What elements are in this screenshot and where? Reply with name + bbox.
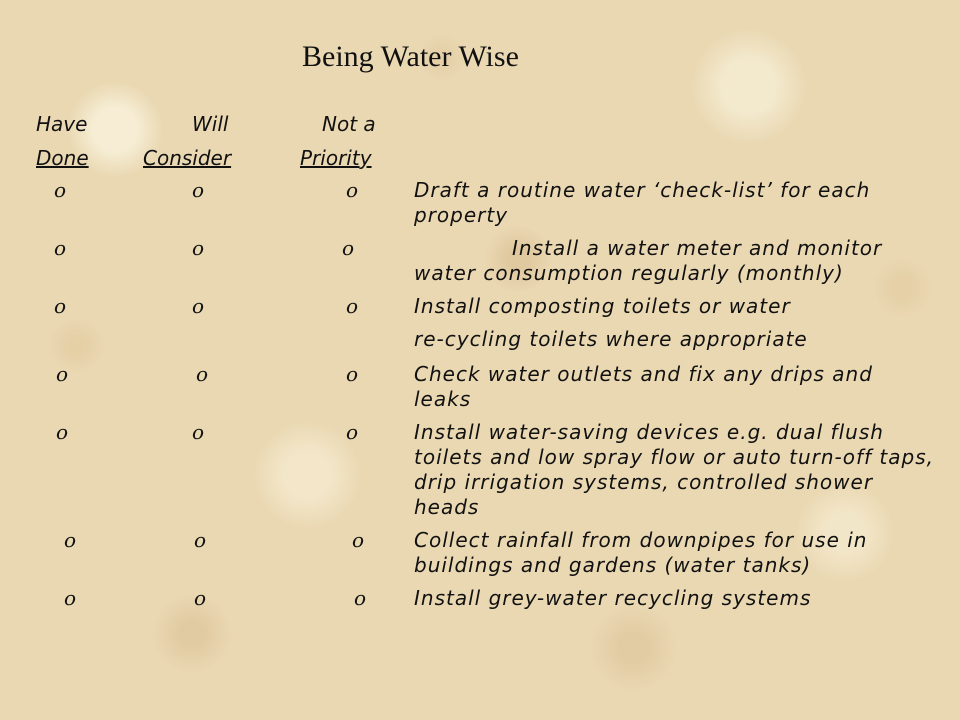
item-text: Check water outlets and fix any drips and leaks xyxy=(414,362,873,411)
have-done-checkbox[interactable]: o xyxy=(56,420,69,444)
header-will: Will xyxy=(192,112,229,136)
have-done-checkbox[interactable]: o xyxy=(54,178,67,202)
have-done-checkbox[interactable]: o xyxy=(54,294,67,318)
will-consider-checkbox[interactable]: o xyxy=(194,586,207,610)
not-a-priority-checkbox[interactable]: o xyxy=(352,528,365,552)
item-text: Install composting toilets or water xyxy=(414,294,791,318)
item-text: Install a water meter and monitor water consumption regularly (monthly) xyxy=(414,236,883,285)
column-header xyxy=(36,114,396,176)
header-have: Have xyxy=(36,112,88,136)
header-priority: Priority xyxy=(300,146,372,170)
header-done: Done xyxy=(36,146,89,170)
header-not-a: Not a xyxy=(322,112,376,136)
have-done-checkbox[interactable]: o xyxy=(56,362,69,386)
item-text: Collect rainfall from downpipes for use in buildings and gardens (water tanks) xyxy=(414,528,868,577)
item-text: re-cycling toilets where appropriate xyxy=(414,327,808,351)
have-done-checkbox[interactable]: o xyxy=(64,528,77,552)
not-a-priority-checkbox[interactable]: o xyxy=(346,178,359,202)
not-a-priority-checkbox[interactable]: o xyxy=(354,586,367,610)
have-done-checkbox[interactable]: o xyxy=(64,586,77,610)
will-consider-checkbox[interactable]: o xyxy=(192,236,205,260)
header-consider: Consider xyxy=(143,146,232,170)
slide-title: Being Water Wise xyxy=(302,40,519,73)
item-text: Install water-saving devices e.g. dual flush toilets and low spray flow or auto turn-off taps, drip irrigation systems, controlled shower heads xyxy=(414,420,935,519)
not-a-priority-checkbox[interactable]: o xyxy=(346,294,359,318)
item-text: Install grey-water recycling systems xyxy=(414,586,812,610)
will-consider-checkbox[interactable]: o xyxy=(194,528,207,552)
item-text: Draft a routine water ‘check-list’ for each property xyxy=(414,178,871,227)
will-consider-checkbox[interactable]: o xyxy=(196,362,209,386)
have-done-checkbox[interactable]: o xyxy=(54,236,67,260)
will-consider-checkbox[interactable]: o xyxy=(192,294,205,318)
not-a-priority-checkbox[interactable]: o xyxy=(342,236,355,260)
not-a-priority-checkbox[interactable]: o xyxy=(346,420,359,444)
will-consider-checkbox[interactable]: o xyxy=(192,178,205,202)
not-a-priority-checkbox[interactable]: o xyxy=(346,362,359,386)
will-consider-checkbox[interactable]: o xyxy=(192,420,205,444)
